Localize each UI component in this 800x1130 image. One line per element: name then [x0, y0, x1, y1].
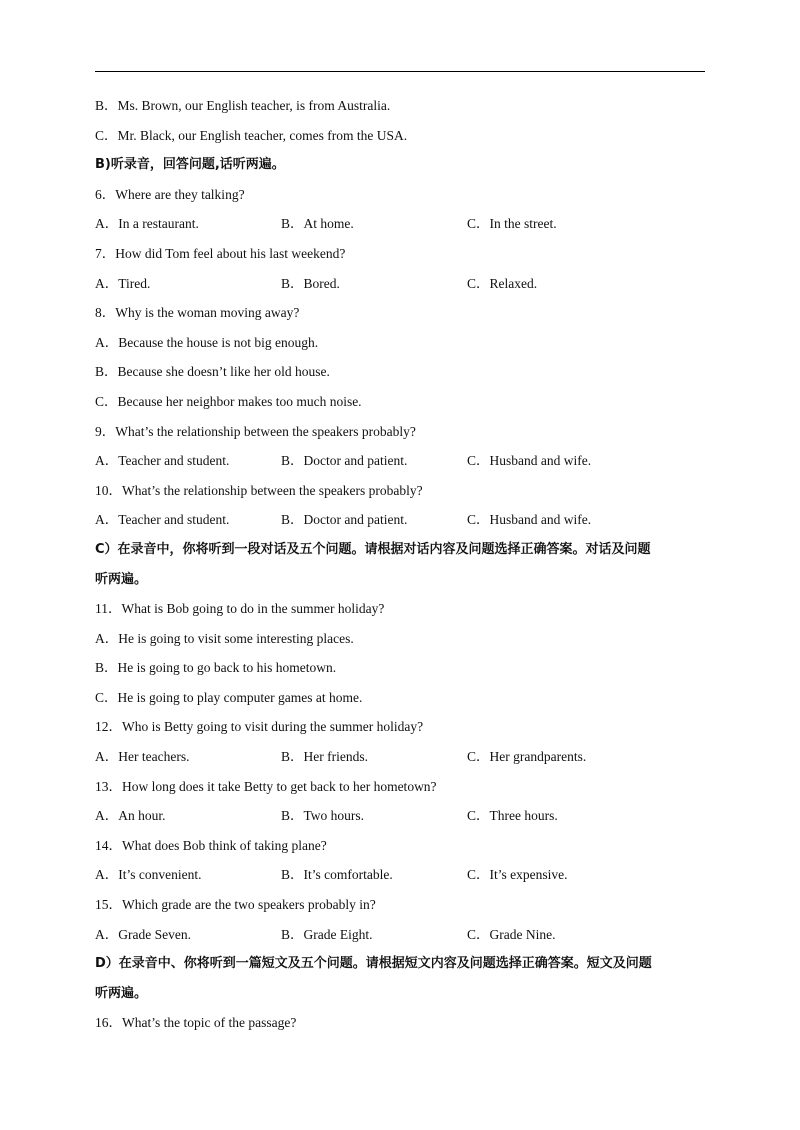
option-b: B．Doctor and patient.	[281, 512, 408, 528]
section-heading: D）在录音中、你将听到一篇短文及五个问题。请根据短文内容及问题选择正确答案。短文及问题	[95, 956, 652, 972]
question-line: 8．Why is the woman moving away?	[95, 305, 300, 321]
option-c: C．Husband and wife.	[467, 453, 592, 469]
option-b: B．Doctor and patient.	[281, 453, 408, 469]
question-line: 11．What is Bob going to do in the summer holiday?	[95, 601, 385, 617]
question-line: B．Because she doesn’t like her old house.	[95, 364, 330, 380]
option-a: A．Her teachers.	[95, 749, 190, 765]
question-line: B．He is going to go back to his hometown.	[95, 660, 337, 676]
option-a: A．Tired.	[95, 275, 151, 291]
question-line: C．Mr. Black, our English teacher, comes from the USA.	[95, 127, 408, 143]
option-a: A．Teacher and student.	[95, 512, 230, 528]
answer-options-row	[95, 209, 710, 239]
section-heading: C）在录音中，你将听到一段对话及五个问题。请根据对话内容及问题选择正确答案。对话及问题	[95, 541, 651, 557]
section-heading: 听两遍。	[95, 571, 148, 587]
option-a: A．An hour.	[95, 808, 166, 824]
question-line: 12．Who is Betty going to visit during the summer holiday?	[95, 719, 424, 735]
answer-options-row	[95, 920, 710, 950]
option-b: B．It’s comfortable.	[281, 867, 393, 883]
option-c: C．In the street.	[467, 216, 557, 232]
question-line: 16．What’s the topic of the passage?	[95, 1015, 297, 1031]
section-heading: 听两遍。	[95, 985, 148, 1001]
option-c: C．It’s expensive.	[467, 867, 568, 883]
question-line: 6．Where are they talking?	[95, 186, 245, 202]
question-line: 14．What does Bob think of taking plane?	[95, 837, 327, 853]
answer-options-row	[95, 801, 710, 831]
option-c: C．Relaxed.	[467, 275, 538, 291]
header-rule	[95, 71, 705, 72]
option-c: C．Three hours.	[467, 808, 558, 824]
option-b: B．Two hours.	[281, 808, 365, 824]
answer-options-row	[95, 860, 710, 890]
question-line: B．Ms. Brown, our English teacher, is from Australia.	[95, 98, 391, 113]
option-c: C．Her grandparents.	[467, 749, 587, 765]
option-a: A．In a restaurant.	[95, 216, 199, 232]
option-c: C．Husband and wife.	[467, 512, 592, 528]
question-line: C．Because her neighbor makes too much noise.	[95, 393, 362, 409]
answer-options-row	[95, 446, 710, 476]
answer-options-row	[95, 269, 710, 299]
option-c: C．Grade Nine.	[467, 926, 556, 942]
question-line: 15．Which grade are the two speakers probably in?	[95, 897, 376, 913]
document-body	[95, 91, 710, 1038]
question-line: A．Because the house is not big enough.	[95, 334, 319, 350]
answer-options-row	[95, 505, 710, 535]
option-b: B．At home.	[281, 216, 354, 232]
option-a: A．Teacher and student.	[95, 453, 230, 469]
option-b: B．Her friends.	[281, 749, 368, 765]
question-line: 10．What’s the relationship between the speakers probably?	[95, 482, 423, 498]
answer-options-row	[95, 742, 710, 772]
option-b: B．Bored.	[281, 275, 340, 291]
option-b: B．Grade Eight.	[281, 926, 373, 942]
question-line: 13．How long does it take Betty to get back to her hometown?	[95, 778, 437, 794]
section-heading: B)听录音，回答问题,话听两遍。	[95, 157, 285, 173]
question-line: C．He is going to play computer games at home.	[95, 689, 363, 705]
question-line: 9．What’s the relationship between the speakers probably?	[95, 423, 416, 439]
question-line: A．He is going to visit some interesting places.	[95, 630, 354, 646]
option-a: A．It’s convenient.	[95, 867, 202, 883]
question-line: 7．How did Tom feel about his last weekend?	[95, 245, 346, 261]
option-a: A．Grade Seven.	[95, 926, 191, 942]
